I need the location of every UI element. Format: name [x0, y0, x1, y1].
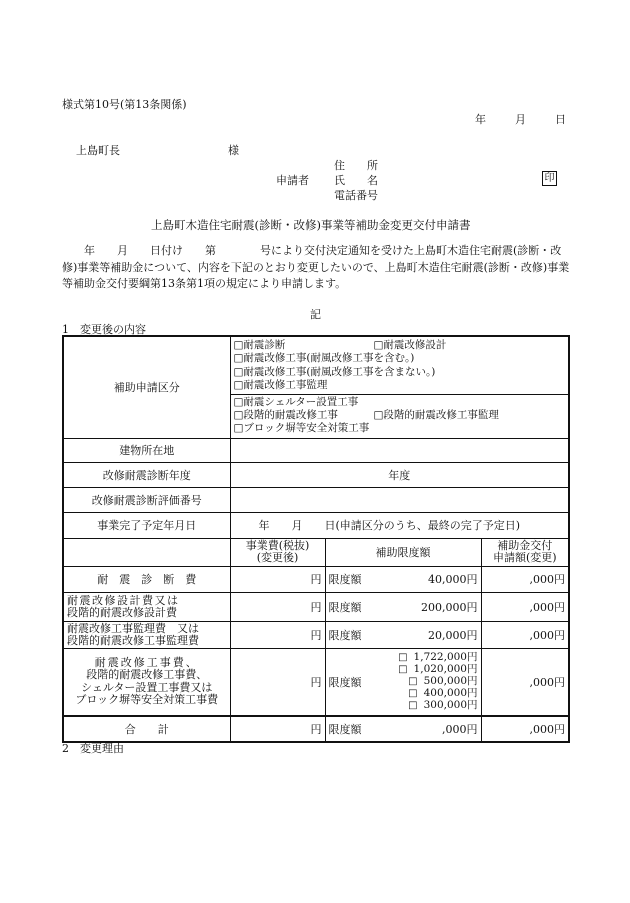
construction-cost-field[interactable]: 円 — [230, 648, 325, 716]
eval-number-row — [63, 487, 569, 512]
total-limit: 限度額 ,000円 — [325, 716, 481, 742]
date-line — [475, 111, 566, 127]
diagnosis-year-row — [63, 462, 569, 487]
construction-cost-label: 耐震改修工事費、 段階的耐震改修工事費、 シェルター設置工事費又は ブロック塀等安全対策工事費 — [63, 648, 230, 716]
location-row — [63, 438, 569, 462]
header-blank — [63, 538, 230, 566]
section-1-heading: 1 変更後の内容 — [62, 323, 146, 336]
eval-number-label: 改修耐震診断評価番号 — [63, 487, 230, 512]
total-row — [63, 716, 569, 742]
option-work-without-wind[interactable]: □耐震改修工事(耐風改修工事を含まない。) — [233, 365, 436, 378]
total-grant-field[interactable]: ,000円 — [481, 716, 569, 742]
diagnosis-year-label: 改修耐震診断年度 — [63, 462, 230, 487]
category-group-2 — [231, 394, 569, 438]
diagnosis-year-field[interactable]: 年度 — [230, 462, 569, 487]
supervision-grant-field[interactable]: ,000円 — [481, 621, 569, 648]
form-number: 様式第10号(第13条関係) — [62, 98, 187, 111]
construction-grant-field[interactable]: ,000円 — [481, 648, 569, 716]
option-shelter[interactable]: □耐震シェルター設置工事 — [233, 395, 359, 408]
completion-field[interactable]: 年 月 日(申請区分のうち、最終の完了予定日) — [230, 512, 569, 538]
limit-option-2[interactable]: □ 1,020,000円 — [398, 663, 478, 676]
design-cost-row — [63, 592, 569, 621]
design-cost-field[interactable]: 円 — [230, 592, 325, 621]
total-label: 合 計 — [63, 716, 230, 742]
application-table — [62, 335, 570, 743]
diagnosis-grant-field[interactable]: ,000円 — [481, 566, 569, 592]
option-diagnosis[interactable]: □耐震診断 — [233, 339, 286, 351]
date-year: 年 — [475, 113, 486, 126]
phone-label: 電話番号 — [334, 189, 378, 202]
eval-number-field[interactable] — [230, 487, 569, 512]
date-day: 日 — [555, 113, 566, 126]
supervision-cost-row — [63, 621, 569, 648]
completion-row — [63, 512, 569, 538]
limit-option-4[interactable]: □ 400,000円 — [408, 686, 478, 699]
category-group-1 — [231, 337, 569, 394]
design-cost-label: 耐震改修設計費又は 段階的耐震改修設計費 — [63, 592, 230, 621]
col-limit-header: 補助限度額 — [325, 538, 481, 566]
option-staged-supervision[interactable]: □段階的耐震改修工事監理 — [373, 409, 499, 422]
addressee-suffix: 様 — [228, 144, 239, 157]
option-work-with-wind[interactable]: □耐震改修工事(耐風改修工事を含む。) — [233, 352, 415, 365]
construction-limits: 限度額 □ 1,722,000円 □ 1,020,000円 □ 500,000円 □ 400,000円 □ 300,000円 — [325, 648, 481, 716]
diagnosis-cost-label: 耐 震 診 断 費 — [63, 566, 230, 592]
col-cost-header: 事業費(税抜) (変更後) — [230, 538, 325, 566]
completion-label: 事業完了予定年月日 — [63, 512, 230, 538]
document-title: 上島町木造住宅耐震(診断・改修)事業等補助金変更交付申請書 — [151, 218, 471, 232]
construction-cost-row — [63, 648, 569, 716]
option-supervision[interactable]: □耐震改修工事監理 — [233, 379, 328, 392]
option-staged-work[interactable]: □段階的耐震改修工事 — [233, 409, 338, 422]
diagnosis-limit: 限度額 40,000円 — [325, 566, 481, 592]
limit-option-3[interactable]: □ 500,000円 — [408, 674, 478, 687]
total-cost-field[interactable]: 円 — [230, 716, 325, 742]
section-2-heading: 2 変更理由 — [62, 742, 124, 755]
date-month: 月 — [515, 113, 526, 126]
building-location-field[interactable] — [230, 438, 569, 462]
diagnosis-cost-field[interactable]: 円 — [230, 566, 325, 592]
option-design[interactable]: □耐震改修設計 — [373, 339, 447, 351]
building-location-label: 建物所在地 — [63, 438, 230, 462]
option-block-wall[interactable]: □ブロック塀等安全対策工事 — [233, 422, 370, 435]
supervision-cost-field[interactable]: 円 — [230, 621, 325, 648]
address-label: 住 所 — [334, 159, 378, 172]
supervision-limit: 限度額 20,000円 — [325, 621, 481, 648]
category-options — [230, 336, 569, 438]
col-grant-header: 補助金交付 申請額(変更) — [481, 538, 569, 566]
design-grant-field[interactable]: ,000円 — [481, 592, 569, 621]
seal-mark: 印 — [542, 171, 557, 186]
applicant-label: 申請者 — [276, 174, 309, 187]
diagnosis-cost-row — [63, 566, 569, 592]
design-limit: 限度額 200,000円 — [325, 592, 481, 621]
category-label: 補助申請区分 — [63, 336, 230, 438]
ki-label: 記 — [310, 308, 321, 321]
category-row — [63, 336, 569, 438]
body-text: 年 月 日付け 第 号により交付決定通知を受けた上島町木造住宅耐震(診断・改修)事業等補助金について、内容を下記のとおり変更したいので、上島町木造住宅耐震(診断・改修)事業等補助金交付要綱第13条第1項の規定により申請します。 — [62, 244, 570, 290]
supervision-cost-label: 耐震改修工事監理費 又は 段階的耐震改修工事監理費 — [63, 621, 230, 648]
limit-option-5[interactable]: □ 300,000円 — [408, 698, 478, 711]
header-row — [63, 538, 569, 566]
addressee-name: 上島町長 — [76, 144, 120, 157]
limit-option-1[interactable]: □ 1,722,000円 — [398, 651, 478, 664]
name-label: 氏 名 — [334, 174, 378, 187]
